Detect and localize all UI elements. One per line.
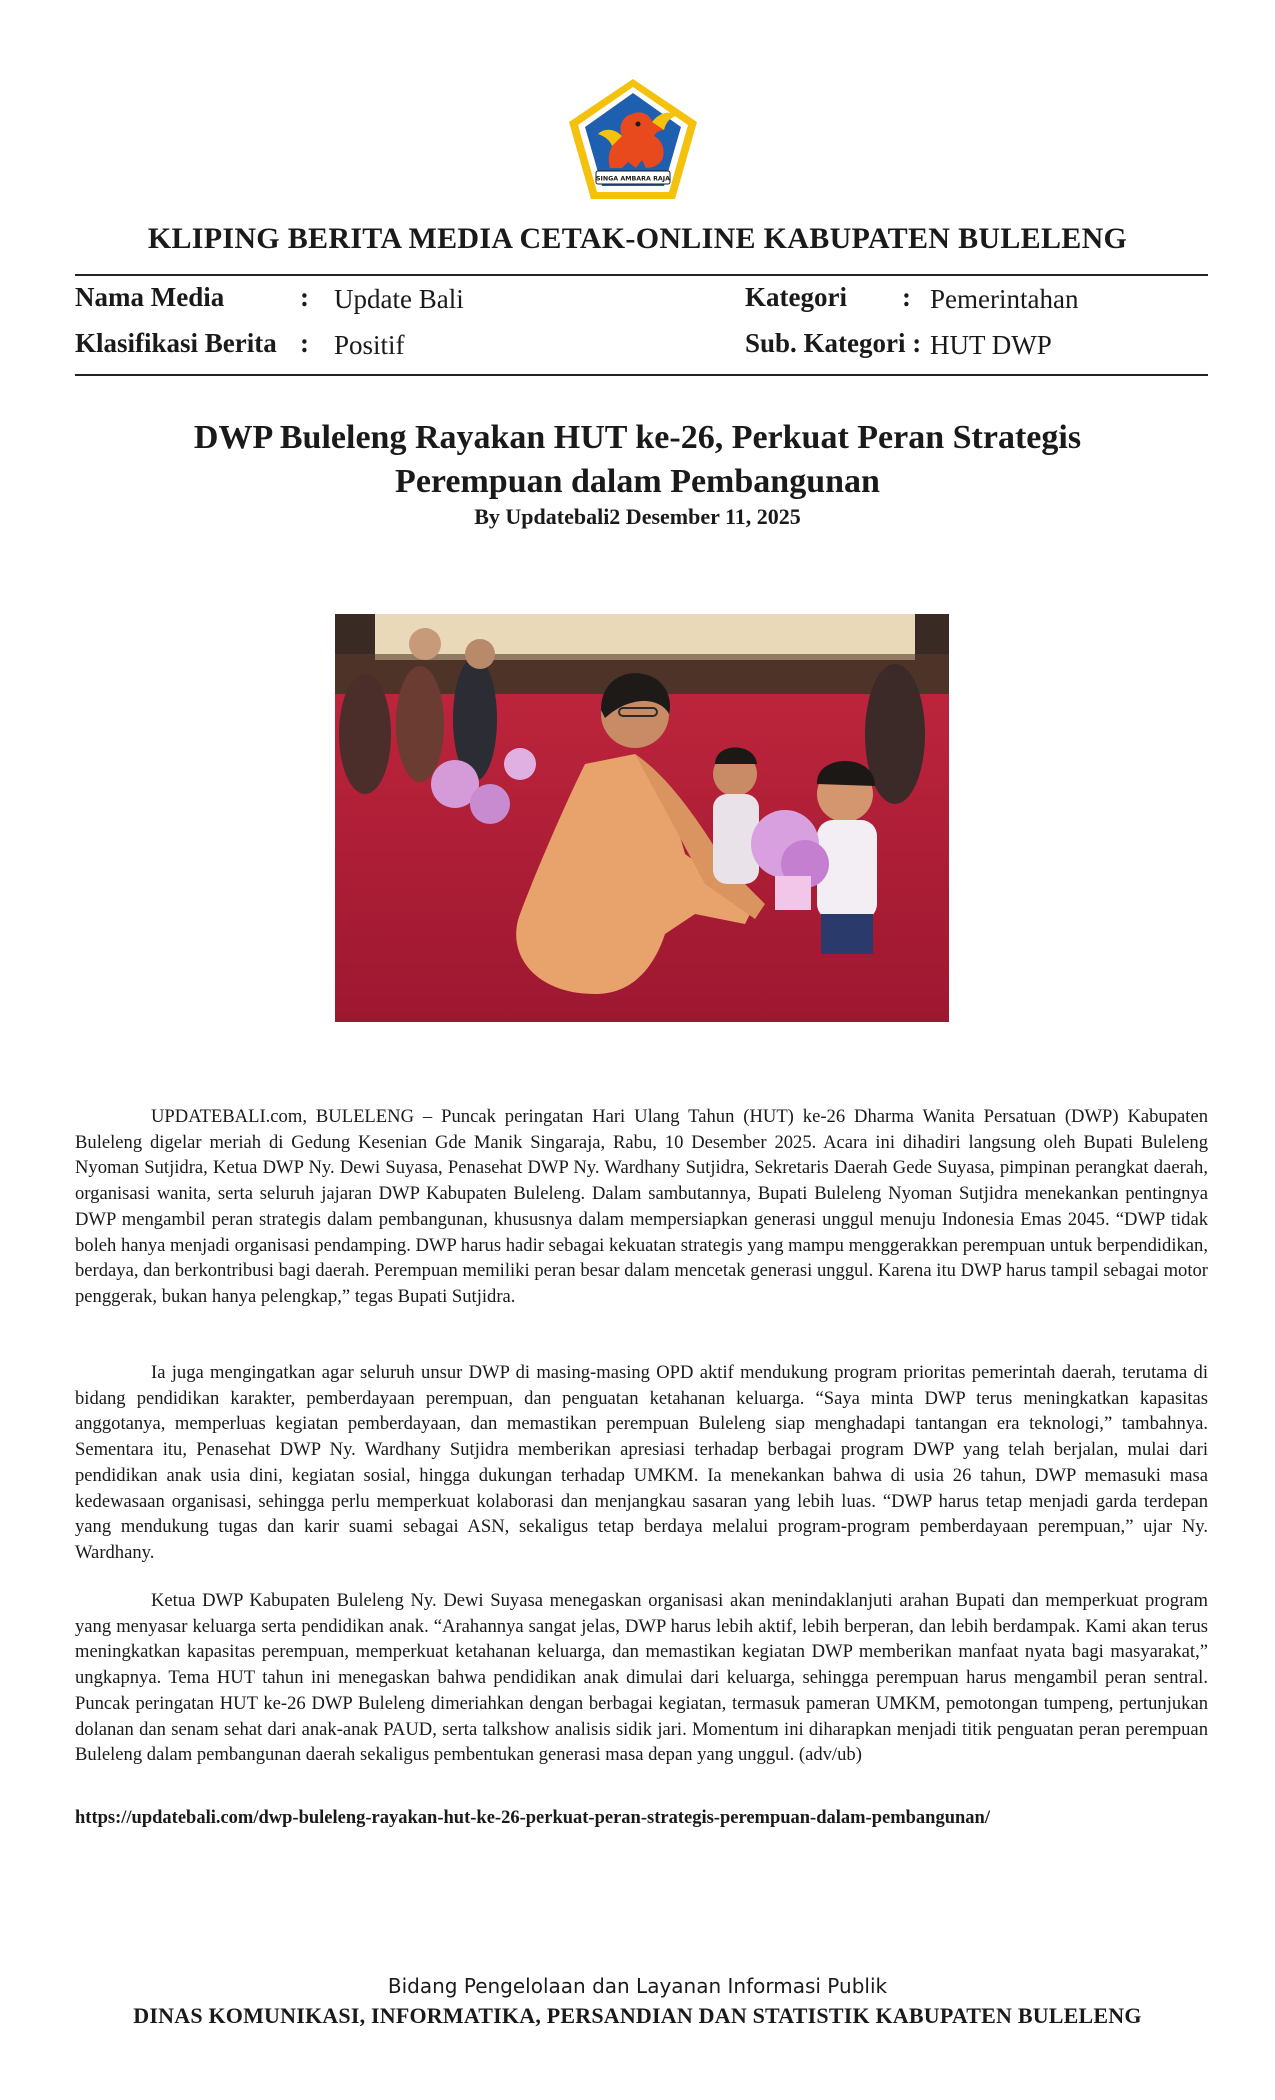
article-source-link[interactable]: https://updatebali.com/dwp-buleleng-rayakan-hut-ke-26-perkuat-peran-strategis-perempuan-dalam-pembangunan/ [75,1808,990,1828]
sub-kategori-label: Sub. Kategori : [745,328,922,358]
article-paragraph-3 [75,1588,1208,1768]
klasifikasi-value: Positif [334,330,405,360]
nama-media-label: Nama Media [75,282,225,312]
article-paragraph-2-text: Ia juga mengingatkan agar seluruh unsur DWP di masing-masing OPD aktif mendukung program prioritas pemerintah daerah, terutama di bidang pendidikan karakter, pemberdayaan perempuan, dan penguatan ketahanan keluarga. “Saya minta DWP terus meningkatkan kapasitas anggotanya, memperluas kegiatan pemberdayaan, dan memastikan perempuan Buleleng siap menghadapi tantangan era teknologi,” tambahnya. Sementara itu, Penasehat DWP Ny. Wardhany Sutjidra memberikan apresiasi terhadap berbagai program DWP yang telah berjalan, mulai dari pendidikan anak usia dini, kegiatan sosial, hingga dukungan terhadap UMKM. Ia menekankan bahwa di usia 26 tahun, DWP memasuki masa kedewasaan organisasi, sehingga perlu memperkuat kolaborasi dan menjangkau sasaran yang lebih luas. “DWP harus tetap menjadi garda terdepan yang mendukung tugas dan karir suami sebagai ASN, sekaligus tetap berdaya melalui program-program pemberdayaan perempuan,” ujar Ny. Wardhany. [75,1362,1208,1563]
article-title [100,416,1175,504]
kategori-label: Kategori [745,282,847,312]
article-title-line-2: Perempuan dalam Pembangunan [395,463,880,500]
article-photo [335,614,949,1022]
article-title-line-1: DWP Buleleng Rayakan HUT ke-26, Perkuat Peran Strategis [193,419,1082,456]
clipping-header-title: KLIPING BERITA MEDIA CETAK-ONLINE KABUPATEN BULELENG [147,222,1128,255]
header-divider-bottom [75,374,1208,376]
klasifikasi-label: Klasifikasi Berita [75,328,277,358]
nama-media-value: Update Bali [334,284,464,314]
meta-row-2 [0,326,1275,366]
article-paragraph-1 [75,1104,1208,1310]
article-byline: By Updatebali2 Desember 11, 2025 [474,504,801,529]
footer-agency: DINAS KOMUNIKASI, INFORMATIKA, PERSANDIAN DAN STATISTIK KABUPATEN BULELENG [133,2003,1142,2028]
singa-ambara-raja-emblem-icon [566,76,700,202]
article-paragraph-3-text: Ketua DWP Kabupaten Buleleng Ny. Dewi Suyasa menegaskan organisasi akan menindaklanjuti arahan Bupati dan memperkuat program yang menyasar keluarga serta pendidikan anak. “Arahannya sangat jelas, DWP harus lebih aktif, lebih berperan, dan lebih berdampak. Kami akan terus meningkatkan kapasitas perempuan, memperkuat ketahanan keluarga, dan memastikan kegiatan DWP memberikan manfaat nyata bagi masyarakat,” ungkapnya. Tema HUT tahun ini menegaskan bahwa pendidikan anak dimulai dari keluarga, sehingga perempuan harus mengambil peran sentral. Puncak peringatan HUT ke-26 DWP Buleleng dimeriahkan dengan berbagai kegiatan, termasuk pameran UMKM, pemotongan tumpeng, pertunjukan dolanan dan senam sehat dari anak-anak PAUD, serta talkshow analisis sidik jari. Momentum ini diharapkan menjadi titik penguatan peran perempuan Buleleng dalam pembangunan daerah sekaligus pembentukan generasi masa depan yang unggul. (adv/ub) [75,1590,1208,1766]
klasifikasi-colon: : [300,328,309,358]
logo-motto: SINGA AMBARA RAJA [595,175,671,183]
article-paragraph-2 [75,1360,1208,1566]
footer-division: Bidang Pengelolaan dan Layanan Informasi Publik [387,1974,888,1998]
article-paragraph-1-text: UPDATEBALI.com, BULELENG – Puncak peringatan Hari Ulang Tahun (HUT) ke-26 Dharma Wanita Persatuan (DWP) Kabupaten Buleleng digelar meriah di Gedung Kesenian Gde Manik Singaraja, Rabu, 10 Desember 2025. Acara ini dihadiri langsung oleh Bupati Buleleng Nyoman Sutjidra, Ketua DWP Ny. Dewi Suyasa, Penasehat DWP Ny. Wardhany Sutjidra, Sekretaris Daerah Gede Suyasa, pimpinan perangkat daerah, organisasi wanita, serta seluruh jajaran DWP Kabupaten Buleleng. Dalam sambutannya, Bupati Buleleng Nyoman Sutjidra menekankan pentingnya DWP mengambil peran strategis dalam pembangunan, khususnya dalam mempersiapkan generasi unggul menuju Indonesia Emas 2045. “DWP tidak boleh hanya menjadi organisasi pendamping. DWP harus hadir sebagai kekuatan strategis yang mampu menggerakkan perempuan untuk berpendidikan, berdaya, dan berkontribusi bagi daerah. Perempuan memiliki peran besar dalam mencetak generasi unggul. Karena itu DWP harus tampil sebagai motor penggerak, bukan hanya pelengkap,” tegas Bupati Sutjidra. [75,1106,1208,1307]
kategori-colon: : [902,282,911,312]
header-divider-top [75,274,1208,276]
kategori-value: Pemerintahan [930,284,1079,314]
sub-kategori-value: HUT DWP [930,330,1052,360]
meta-row-1 [0,280,1275,320]
nama-media-colon: : [300,282,309,312]
